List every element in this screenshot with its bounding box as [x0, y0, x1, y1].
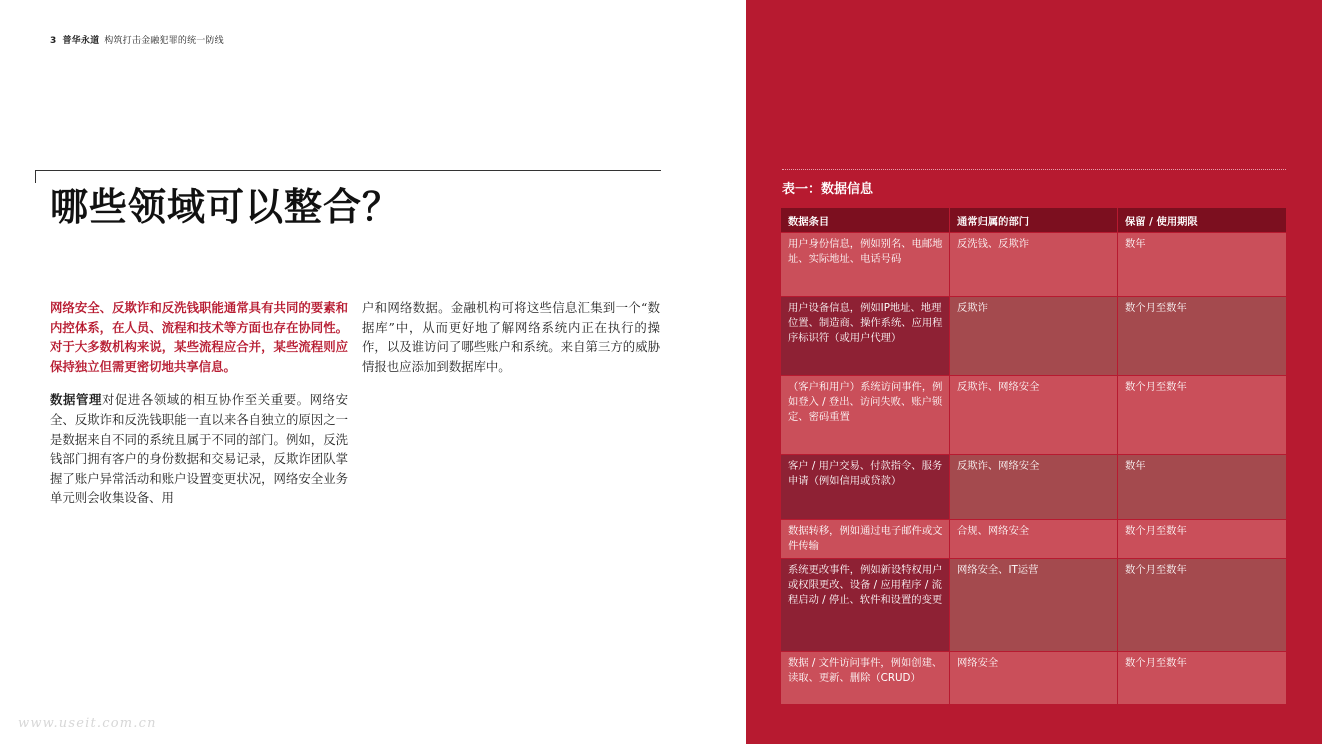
cell-period: 数个月至数年	[1118, 520, 1286, 558]
watermark: www.useit.com.cn	[18, 716, 157, 731]
cell-data-item: 系统更改事件，例如新设特权用户或权限更改、设备 / 应用程序 / 流程启动 / 停止、软件和设置的变更	[781, 559, 950, 651]
cell-department: 网络安全	[950, 652, 1118, 704]
data-management-paragraph	[50, 390, 348, 508]
table-caption: 表一：数据信息	[782, 182, 874, 197]
section-title: 哪些领域可以整合？	[50, 184, 402, 229]
table-row	[781, 558, 1286, 651]
col1-text: 对促进各领域的相互协作至关重要。网络安全、反欺诈和反洗钱职能一直以来各自独立的原因之一是数据来自不同的系统且属于不同的部门。例如，反洗钱部门拥有客户的身份数据和交易记录，反欺诈团队掌握了账户异常活动和账户设置变更状况，网络安全业务单元则会收集设备、用	[50, 392, 349, 506]
cell-data-item: 用户设备信息，例如IP地址、地理位置、制造商、操作系统、应用程序标识符（或用户代理）	[781, 297, 950, 375]
right-page	[746, 0, 1322, 744]
cell-period: 数个月至数年	[1118, 297, 1286, 375]
cell-period: 数年	[1118, 455, 1286, 519]
table-row	[781, 454, 1286, 519]
title-rule	[35, 170, 661, 171]
cell-department: 反欺诈	[950, 297, 1118, 375]
cell-data-item: 数据 / 文件访问事件，例如创建、读取、更新、删除（CRUD）	[781, 652, 950, 704]
table-row	[781, 296, 1286, 375]
cell-period: 数个月至数年	[1118, 652, 1286, 704]
cell-department: 反欺诈、网络安全	[950, 376, 1118, 454]
body-column-2	[362, 298, 660, 376]
col2-text: 户和网络数据。金融机构可将这些信息汇集到一个“数据库”中，从而更好地了解网络系统内正在执行的操作，以及谁访问了哪些账户和系统。来自第三方的威胁情报也应添加到数据库中。	[362, 300, 660, 374]
header-department: 通常归属的部门	[950, 208, 1118, 232]
page-number: 3	[50, 36, 57, 46]
title-rule-tick	[35, 170, 36, 183]
header-retention-period: 保留 / 使用期限	[1125, 216, 1198, 228]
body-column-1	[50, 298, 348, 508]
cell-data-item: 数据转移，例如通过电子邮件或文件传输	[781, 520, 950, 558]
intro-highlight: 网络安全、反欺诈和反洗钱职能通常具有共同的要素和内控体系，在人员、流程和技术等方面也存在协同性。对于大多数机构来说，某些流程应合并，某些流程则应保持独立但需更密切地共享信息。	[50, 300, 348, 374]
cell-department: 反洗钱、反欺诈	[950, 233, 1118, 296]
cell-data-item: 用户身份信息，例如别名、电邮地址、实际地址、电话号码	[781, 233, 950, 296]
table-row	[781, 375, 1286, 454]
lead-term: 数据管理	[50, 392, 102, 408]
table-row	[781, 232, 1286, 296]
cell-department: 合规、网络安全	[950, 520, 1118, 558]
cell-department: 网络安全、IT运营	[950, 559, 1118, 651]
data-info-table	[781, 208, 1286, 704]
cell-period: 数年	[1118, 233, 1286, 296]
cell-data-item: （客户和用户）系统访问事件，例如登入 / 登出、访问失败、账户锁定、密码重置	[781, 376, 950, 454]
brand-name: 普华永道	[62, 36, 100, 46]
header-data-item: 数据条目	[781, 208, 950, 232]
cell-data-item: 客户 / 用户交易、付款指令、服务申请（例如信用或贷款）	[781, 455, 950, 519]
cell-period: 数个月至数年	[1118, 376, 1286, 454]
running-header	[50, 33, 224, 46]
table-row	[781, 519, 1286, 558]
cell-period: 数个月至数年	[1118, 559, 1286, 651]
document-title: 构筑打击金融犯罪的统一防线	[104, 36, 224, 46]
table-header-row	[781, 208, 1286, 232]
cell-department: 反欺诈、网络安全	[950, 455, 1118, 519]
dotted-rule	[782, 169, 1286, 170]
table-row	[781, 651, 1286, 704]
